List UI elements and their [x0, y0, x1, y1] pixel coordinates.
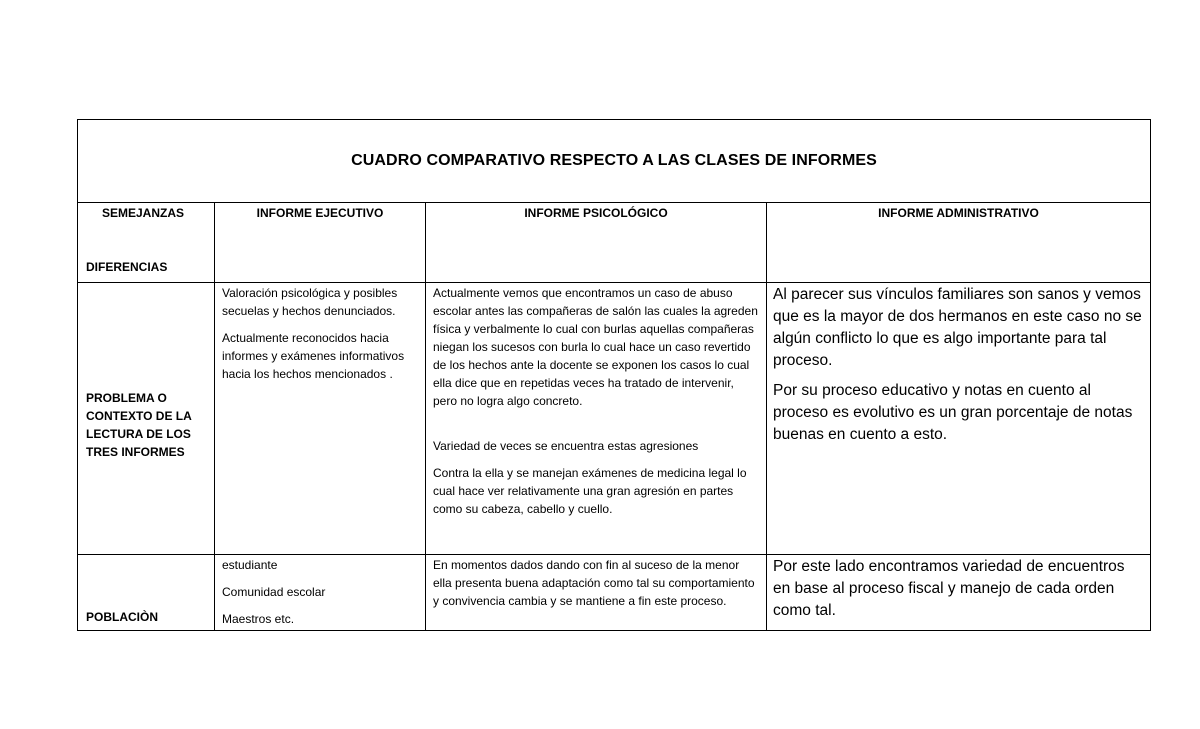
row-label-poblacion: POBLACIÒN [86, 610, 158, 624]
cell-psicologico [426, 555, 767, 631]
paragraph: Actualmente vemos que encontramos un caso de abuso escolar antes las compañeras de salón las cuales la agreden física y verbalmente lo cual con burlas aquellas compañeras niegan los sucesos con burla lo cual hace un caso revertido de los hechos ante la docente se exponen los casos lo cual ella dice que en repetidas veces ha tratado de intervenir, pero no logra algo concreto. [433, 286, 758, 408]
cell-psicologico [426, 283, 767, 555]
paragraph: Variedad de veces se encuentra estas agresiones [433, 439, 699, 453]
corner-header-cell [78, 203, 215, 283]
column-header-administrativo: INFORME ADMINISTRATIVO [767, 203, 1151, 283]
paragraph: En momentos dados dando con fin al suceso de la menor ella presenta buena adaptación como tal su comportamiento y convivencia cambia y se mantiene a fin este proceso. [433, 558, 755, 608]
table-row [78, 283, 1151, 555]
column-header-psicologico: INFORME PSICOLÓGICO [426, 203, 767, 283]
paragraph: estudiante [222, 558, 278, 572]
diferencias-label: DIFERENCIAS [86, 260, 168, 274]
table-title: CUADRO COMPARATIVO RESPECTO A LAS CLASES DE INFORMES [78, 120, 1151, 203]
cell-administrativo [767, 555, 1151, 631]
row-label-cell [78, 283, 215, 555]
cell-ejecutivo [215, 555, 426, 631]
paragraph: Por este lado encontramos variedad de encuentros en base al proceso fiscal y manejo de cada orden como tal. [773, 558, 1125, 619]
paragraph: Al parecer sus vínculos familiares son sanos y vemos que es la mayor de dos hermanos en este caso no se algún conflicto lo que es algo importante para tal proceso. [773, 286, 1142, 369]
paragraph: Actualmente reconocidos hacia informes y exámenes informativos hacia los hechos mencionados . [222, 331, 405, 381]
paragraph: Contra la ella y se manejan exámenes de medicina legal lo cual hace ver relativamente una gran agresión en partes como su cabeza, cabello y cuello. [433, 466, 747, 516]
paragraph: Valoración psicológica y posibles secuelas y hechos denunciados. [222, 286, 398, 318]
table-row [78, 555, 1151, 631]
comparison-table [77, 119, 1151, 631]
cell-administrativo [767, 283, 1151, 555]
row-label-cell [78, 555, 215, 631]
row-label-problema: PROBLEMA O CONTEXTO DE LA LECTURA DE LOS TRES INFORMES [86, 391, 192, 459]
paragraph: Comunidad escolar [222, 585, 326, 599]
cell-ejecutivo [215, 283, 426, 555]
paragraph: Por su proceso educativo y notas en cuento al proceso es evolutivo es un gran porcentaje de notas buenas en cuento a esto. [773, 382, 1133, 443]
column-header-ejecutivo: INFORME EJECUTIVO [215, 203, 426, 283]
paragraph: Maestros etc. [222, 612, 295, 626]
semejanzas-label: SEMEJANZAS [101, 206, 184, 220]
